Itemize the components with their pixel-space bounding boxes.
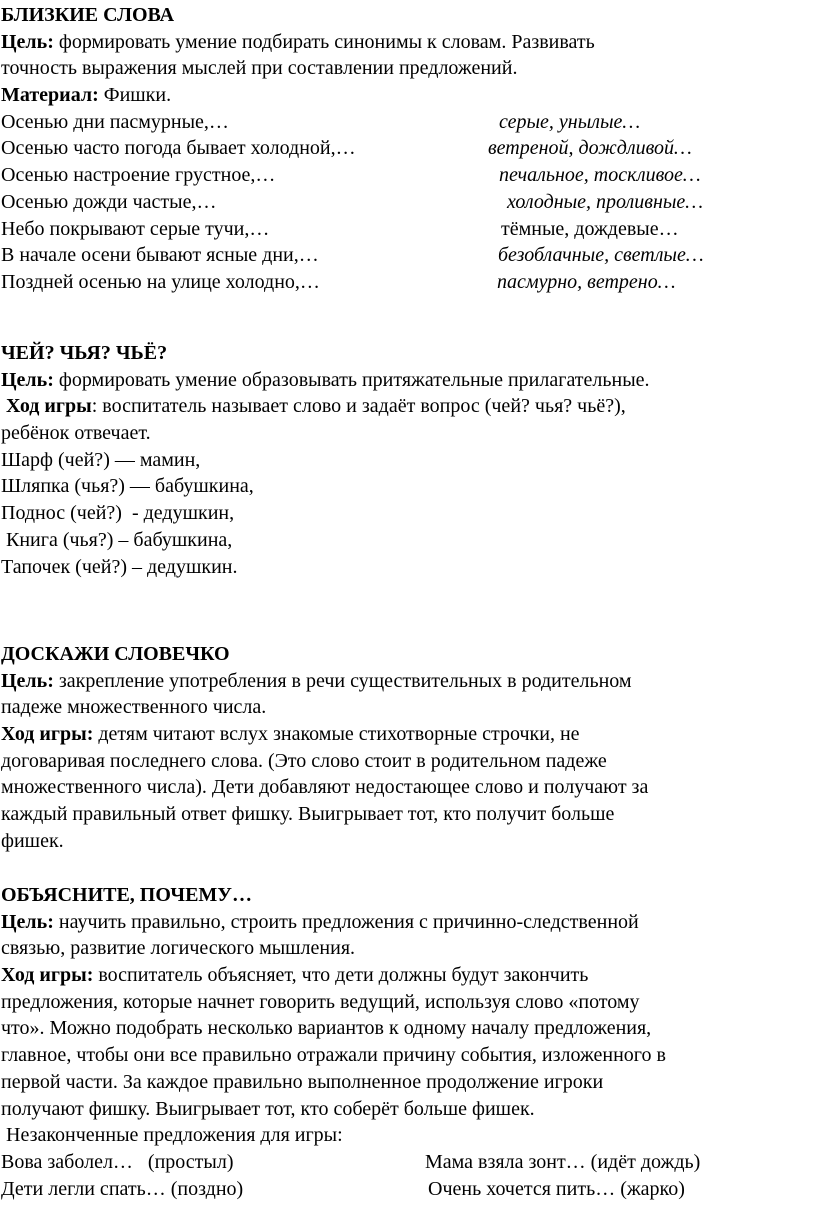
- sentence-pair: [1, 1176, 813, 1203]
- sentence-start: Осенью дни пасмурные,…: [1, 110, 229, 133]
- example-line: Книга (чья?) – бабушкина,: [1, 528, 233, 551]
- synonym-answer: серые, унылые…: [499, 110, 641, 133]
- synonym-answer: ветреной, дождливой…: [488, 137, 692, 160]
- synonym-row: [1, 242, 813, 269]
- game-line: [1, 721, 813, 748]
- section-close-words: [1, 2, 813, 296]
- goal-label: Цель:: [1, 30, 54, 53]
- sentence-pair: [1, 1149, 813, 1176]
- synonym-row: [1, 216, 813, 243]
- sentence-start: В начале осени бывают ясные дни,…: [1, 244, 319, 267]
- game-label: Ход игры:: [1, 723, 94, 746]
- goal-line-cont: связью, развитие логического мышления.: [1, 937, 356, 960]
- goal-text: закрепление употребления в речи существительных в родительном: [53, 669, 632, 692]
- goal-line-cont: точность выражения мыслей при составлении предложений.: [1, 57, 518, 80]
- synonym-row: [1, 189, 813, 216]
- example-line: Тапочек (чей?) – дедушкин.: [1, 555, 238, 578]
- game-label: Ход игры:: [1, 964, 94, 987]
- section-finish-word: [1, 641, 813, 855]
- game-label: Ход игры: [6, 395, 92, 418]
- goal-label: Цель:: [1, 910, 54, 933]
- goal-text: научить правильно, строить предложения с причинно-следственной: [53, 910, 639, 933]
- section-title: ЧЕЙ? ЧЬЯ? ЧЬЁ?: [1, 342, 168, 364]
- sentence-start: Осенью часто погода бывает холодной,…: [1, 137, 356, 160]
- game-line-cont: множественного числа). Дети добавляют недостающее слово и получают за: [1, 776, 649, 799]
- section-whose: [1, 340, 813, 580]
- synonym-row: [1, 109, 813, 136]
- section-explain-why: [1, 882, 813, 1202]
- goal-label: Цель:: [1, 669, 54, 692]
- material-line: [1, 82, 813, 109]
- sentence-left: Вова заболел… (простыл): [1, 1150, 234, 1173]
- game-line-cont: получают фишку. Выигрывает тот, кто соберёт больше фишек.: [1, 1097, 535, 1120]
- game-line-cont: каждый правильный ответ фишку. Выигрывает тот, кто получит больше: [1, 803, 615, 826]
- synonym-answer: безоблачные, светлые…: [498, 244, 704, 267]
- synonym-answer: печальное, тоскливое…: [499, 164, 701, 187]
- material-text: Фишки.: [98, 84, 172, 107]
- synonym-row: [1, 269, 813, 296]
- game-line-cont: что». Можно подобрать несколько вариантов к одному началу предложения,: [1, 1017, 652, 1040]
- material-label: Материал:: [1, 84, 99, 107]
- goal-line: [1, 29, 813, 56]
- example-line: Поднос (чей?) - дедушкин,: [1, 502, 235, 525]
- game-line: [1, 962, 813, 989]
- unfinished-label: Незаконченные предложения для игры:: [1, 1124, 343, 1147]
- sentence-right: Мама взяла зонт… (идёт дождь): [425, 1150, 701, 1173]
- sentence-start: Небо покрывают серые тучи,…: [1, 217, 270, 240]
- game-text: : воспитатель называет слово и задаёт вопрос (чей? чья? чьё?),: [91, 395, 626, 418]
- goal-line-cont: падеже множественного числа.: [1, 696, 267, 719]
- game-line: [1, 393, 813, 420]
- game-text: воспитатель объясняет, что дети должны будут закончить: [93, 964, 589, 987]
- example-line: Шляпка (чья?) — бабушкина,: [1, 475, 254, 498]
- example-line: Шарф (чей?) — мамин,: [1, 448, 201, 471]
- game-line-cont: фишек.: [1, 829, 64, 852]
- game-line-cont: ребёнок отвечает.: [1, 422, 151, 445]
- game-line-cont: главное, чтобы они все правильно отражали причину события, изложенного в: [1, 1044, 666, 1067]
- section-title: БЛИЗКИЕ СЛОВА: [1, 4, 175, 26]
- goal-text: формировать умение образовывать притяжательные прилагательные.: [53, 368, 650, 391]
- game-line-cont: договаривая последнего слова. (Это слово стоит в родительном падеже: [1, 749, 607, 772]
- synonym-row: [1, 162, 813, 189]
- synonym-row: [1, 135, 813, 162]
- game-text: детям читают вслух знакомые стихотворные строчки, не: [93, 723, 580, 746]
- goal-line: [1, 367, 813, 394]
- goal-text: формировать умение подбирать синонимы к словам. Развивать: [53, 30, 595, 53]
- game-line-cont: предложения, которые начнет говорить ведущий, используя слово «потому: [1, 990, 640, 1013]
- goal-label: Цель:: [1, 368, 54, 391]
- sentence-left: Дети легли спать… (поздно): [1, 1177, 244, 1200]
- goal-line: [1, 909, 813, 936]
- synonym-answer: тёмные, дождевые…: [501, 217, 679, 240]
- sentence-start: Поздней осенью на улице холодно,…: [1, 270, 320, 293]
- section-title: ДОСКАЖИ СЛОВЕЧКО: [1, 643, 230, 665]
- game-line-cont: первой части. За каждое правильно выполненное продолжение игроки: [1, 1070, 604, 1093]
- synonym-answer: пасмурно, ветрено…: [497, 270, 676, 293]
- synonym-answer: холодные, проливные…: [507, 190, 704, 213]
- section-title: ОБЪЯСНИТЕ, ПОЧЕМУ…: [1, 884, 252, 906]
- sentence-right: Очень хочется пить… (жарко): [428, 1177, 685, 1200]
- sentence-start: Осенью дожди частые,…: [1, 190, 217, 213]
- sentence-start: Осенью настроение грустное,…: [1, 164, 276, 187]
- goal-line: [1, 668, 813, 695]
